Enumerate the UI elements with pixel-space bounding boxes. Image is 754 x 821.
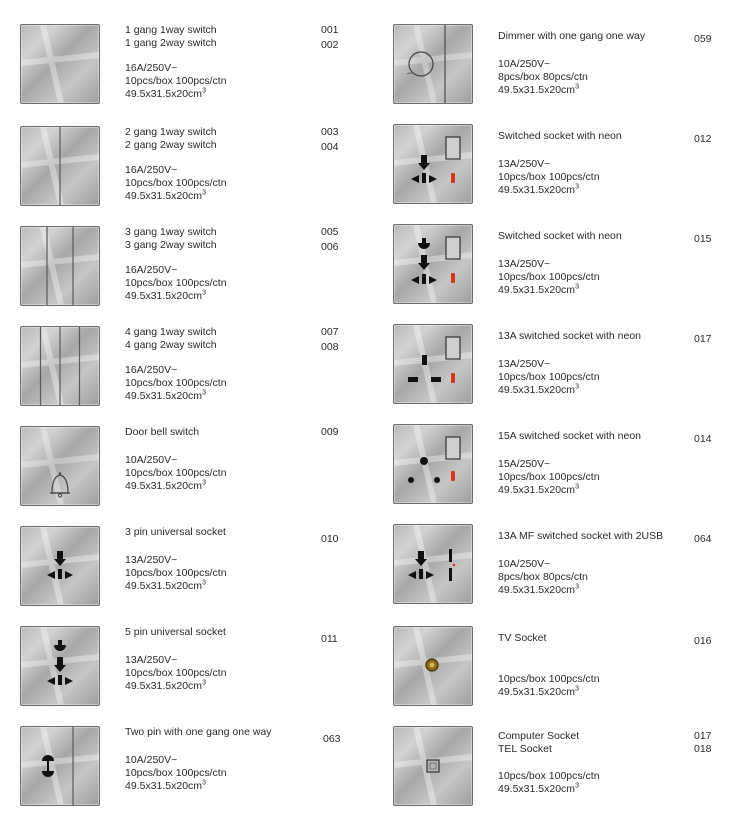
product-title: 13A switched socket with neon [498,330,642,342]
product-code: 016 [694,635,712,647]
product-item [20,426,380,516]
product-item [20,126,380,216]
switched-socket-neon-five-pin-icon [393,224,473,304]
product-code: 063 [323,733,341,745]
uk-13a-socket-neon-icon [393,324,473,404]
product-code: 017 [694,730,712,742]
product-title: 5 pin universal socket [125,626,226,638]
product-item [20,226,380,316]
dimmer-plate-icon [393,24,473,104]
product-rating: 16A/250V~ [125,264,178,276]
product-title: Switched socket with neon [498,230,622,242]
product-title: Computer Socket [498,730,580,742]
product-packing: 10pcs/box 100pcs/ctn [498,673,600,685]
product-carton-size: $49.5x31.5x20cm^3$ [125,389,206,402]
product-carton-size: $49.5x31.5x20cm^3$ [498,183,579,196]
product-carton-size: $49.5x31.5x20cm^3$ [125,779,206,792]
product-rating: 15A/250V~ [498,458,551,470]
product-carton-size: $49.5x31.5x20cm^3$ [498,782,579,795]
round-15a-socket-neon-icon [393,424,473,504]
product-packing: 10pcs/box 100pcs/ctn [125,177,227,189]
product-title: 2 gang 2way switch [125,139,217,151]
product-packing: 10pcs/box 100pcs/ctn [498,471,600,483]
product-title: 15A switched socket with neon [498,430,642,442]
product-item [20,24,380,114]
product-code: 006 [321,241,339,253]
product-code: 001 [321,24,339,36]
product-title: Two pin with one gang one way [125,726,272,738]
product-packing: 10pcs/box 100pcs/ctn [125,75,227,87]
product-packing: 10pcs/box 100pcs/ctn [125,377,227,389]
product-carton-size: $49.5x31.5x20cm^3$ [125,579,206,592]
product-packing: 8pcs/box 80pcs/ctn [498,571,588,583]
product-carton-size: $49.5x31.5x20cm^3$ [125,679,206,692]
product-item [20,526,380,616]
product-packing: 10pcs/box 100pcs/ctn [498,371,600,383]
product-carton-size: $49.5x31.5x20cm^3$ [498,583,579,596]
product-carton-size: $49.5x31.5x20cm^3$ [498,283,579,296]
product-item [393,124,753,214]
product-title: 3 pin universal socket [125,526,226,538]
product-packing: 8pcs/box 80pcs/ctn [498,71,588,83]
product-title: 4 gang 2way switch [125,339,217,351]
product-packing: 10pcs/box 100pcs/ctn [498,770,600,782]
product-item [20,726,380,816]
three-gang-plate-icon [20,226,100,306]
product-rating: 16A/250V~ [125,364,178,376]
two-gang-plate-icon [20,126,100,206]
product-rating: 10A/250V~ [125,754,178,766]
product-code: 004 [321,141,339,153]
product-rating: 10A/250V~ [498,58,551,70]
product-code: 017 [694,333,712,345]
product-code: 012 [694,133,712,145]
product-item [393,424,753,514]
product-carton-size: $49.5x31.5x20cm^3$ [498,383,579,396]
product-code: 003 [321,126,339,138]
product-packing: 10pcs/box 100pcs/ctn [125,467,227,479]
product-title: 1 gang 1way switch [125,24,217,36]
product-item [393,24,753,114]
product-code: 015 [694,233,712,245]
product-carton-size: $49.5x31.5x20cm^3$ [125,289,206,302]
computer-tel-socket-icon [393,726,473,806]
product-title: 1 gang 2way switch [125,37,217,49]
product-rating: 10A/250V~ [498,558,551,570]
one-gang-plate-icon [20,24,100,104]
product-carton-size: $49.5x31.5x20cm^3$ [125,189,206,202]
three-pin-socket-icon [20,526,100,606]
product-code: 010 [321,533,339,545]
product-title: 13A MF switched socket with 2USB [498,530,664,542]
two-pin-switch-socket-icon [20,726,100,806]
mf-socket-usb-icon [393,524,473,604]
product-rating: 16A/250V~ [125,164,178,176]
product-carton-size: $49.5x31.5x20cm^3$ [498,83,579,96]
product-rating: 13A/250V~ [125,554,178,566]
product-title: 3 gang 1way switch [125,226,217,238]
product-title: TV Socket [498,632,547,644]
product-code: 005 [321,226,339,238]
product-item [393,524,753,614]
product-code: 011 [321,633,338,645]
product-code: 008 [321,341,339,353]
product-title: Dimmer with one gang one way [498,30,646,42]
product-item [20,626,380,716]
product-rating: 10A/250V~ [125,454,178,466]
product-title: Door bell switch [125,426,200,438]
product-packing: 10pcs/box 100pcs/ctn [125,767,227,779]
product-title: 3 gang 2way switch [125,239,217,251]
product-carton-size: $49.5x31.5x20cm^3$ [498,685,579,698]
product-carton-size: $49.5x31.5x20cm^3$ [498,483,579,496]
product-rating: 13A/250V~ [498,358,551,370]
product-item [393,626,753,716]
product-code: 007 [321,326,339,338]
product-code: 002 [321,39,339,51]
door-bell-plate-icon [20,426,100,506]
product-carton-size: $49.5x31.5x20cm^3$ [125,479,206,492]
product-rating: 13A/250V~ [498,158,551,170]
product-title: TEL Socket [498,743,552,755]
product-item [393,324,753,414]
five-pin-socket-icon [20,626,100,706]
product-code: 014 [694,433,712,445]
product-carton-size: $49.5x31.5x20cm^3$ [125,87,206,100]
product-packing: 10pcs/box 100pcs/ctn [498,171,600,183]
product-rating: 16A/250V~ [125,62,178,74]
product-rating: 13A/250V~ [125,654,178,666]
product-code: 018 [694,743,712,755]
product-code: 009 [321,426,339,438]
four-gang-plate-icon [20,326,100,406]
product-code: 059 [694,33,712,45]
switched-socket-neon-icon [393,124,473,204]
product-title: Switched socket with neon [498,130,622,142]
product-packing: 10pcs/box 100pcs/ctn [125,277,227,289]
product-code: 064 [694,533,712,545]
product-item [20,326,380,416]
product-item [393,224,753,314]
tv-socket-icon [393,626,473,706]
product-item [393,726,753,816]
product-title: 2 gang 1way switch [125,126,217,138]
product-title: 4 gang 1way switch [125,326,217,338]
product-rating: 13A/250V~ [498,258,551,270]
product-packing: 10pcs/box 100pcs/ctn [125,567,227,579]
product-packing: 10pcs/box 100pcs/ctn [498,271,600,283]
product-packing: 10pcs/box 100pcs/ctn [125,667,227,679]
